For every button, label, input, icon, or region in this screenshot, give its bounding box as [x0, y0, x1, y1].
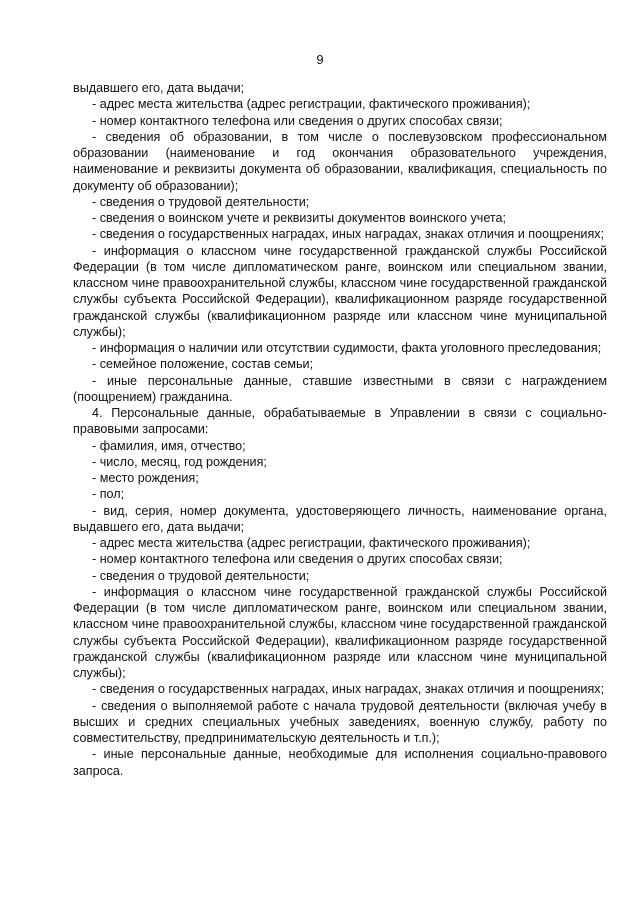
list-item: - адрес места жительства (адрес регистрации, фактического проживания); [92, 536, 531, 550]
page-number: 9 [316, 52, 324, 67]
list-item: - информация о классном чине государственной гражданской службы Российской Федерации (в том числе дипломатическом ранге, воинском или специальном звании, классном чине правоохранительной службы, классном чине государственной гражданской службы субъекта Российской Федерации), квалификационном разряде государственной гражданской службы (квалификационном разряде или классном чине муниципальной службы); [73, 584, 607, 680]
list-item: - информация о наличии или отсутствии судимости, факта уголовного преследования; [92, 341, 602, 355]
list-item: - сведения о государственных наградах, иных наградах, знаках отличия и поощрениях; [92, 682, 605, 697]
list-item: - иные персональные данные, ставшие известными в связи с награждением (поощрением) гражданина. [73, 373, 607, 404]
list-item: - иные персональные данные, необходимые для исполнения социально-правового запроса. [73, 747, 607, 778]
list-item: - номер контактного телефона или сведения о других способах связи; [92, 552, 503, 567]
list-item: - сведения о воинском учете и реквизиты документов воинского учета; [92, 211, 507, 225]
list-item: - число, месяц, год рождения; [92, 454, 267, 469]
list-item: - вид, серия, номер документа, удостоверяющего личность, наименование органа, выдавшего его, дата выдачи; [73, 503, 607, 534]
list-item: - сведения о государственных наградах, иных наградах, знаках отличия и поощрениях; [92, 227, 605, 242]
list-item: - адрес места жительства (адрес регистрации, фактического проживания); [92, 97, 531, 112]
list-item: выдавшего его, дата выдачи; [73, 81, 245, 95]
document-body [73, 80, 607, 779]
list-item: - номер контактного телефона или сведения о других способах связи; [92, 113, 503, 128]
list-item: - фамилия, имя, отчество; [92, 438, 246, 453]
list-item: - сведения о трудовой деятельности; [92, 568, 310, 583]
list-item: - семейное положение, состав семьи; [92, 357, 314, 372]
list-item: - место рождения; [92, 471, 199, 485]
list-item: - сведения о трудовой деятельности; [92, 194, 310, 209]
list-item: - пол; [92, 487, 125, 502]
list-item: - сведения об образовании, в том числе о послевузовском профессиональном образовании (наименование и год окончания образовательного учреждения, наименование и реквизиты документа об образовании, квалификация, специальность по документу об образовании); [73, 129, 607, 193]
list-item: 4. Персональные данные, обрабатываемые в Управлении в связи с социально-правовыми запросами: [73, 406, 607, 437]
list-item: - сведения о выполняемой работе с начала трудовой деятельности (включая учебу в высших и средних специальных учебных заведениях, военную службу, работу по совместительству, предпринимательскую деятельность и т.п.); [73, 698, 607, 745]
list-item: - информация о классном чине государственной гражданской службы Российской Федерации (в том числе дипломатическом ранге, воинском или специальном звании, классном чине правоохранительной службы, классном чине государственной гражданской службы субъекта Российской Федерации), квалификационном разряде государственной гражданской службы (квалификационном разряде или классном чине муниципальной службы); [73, 243, 607, 339]
